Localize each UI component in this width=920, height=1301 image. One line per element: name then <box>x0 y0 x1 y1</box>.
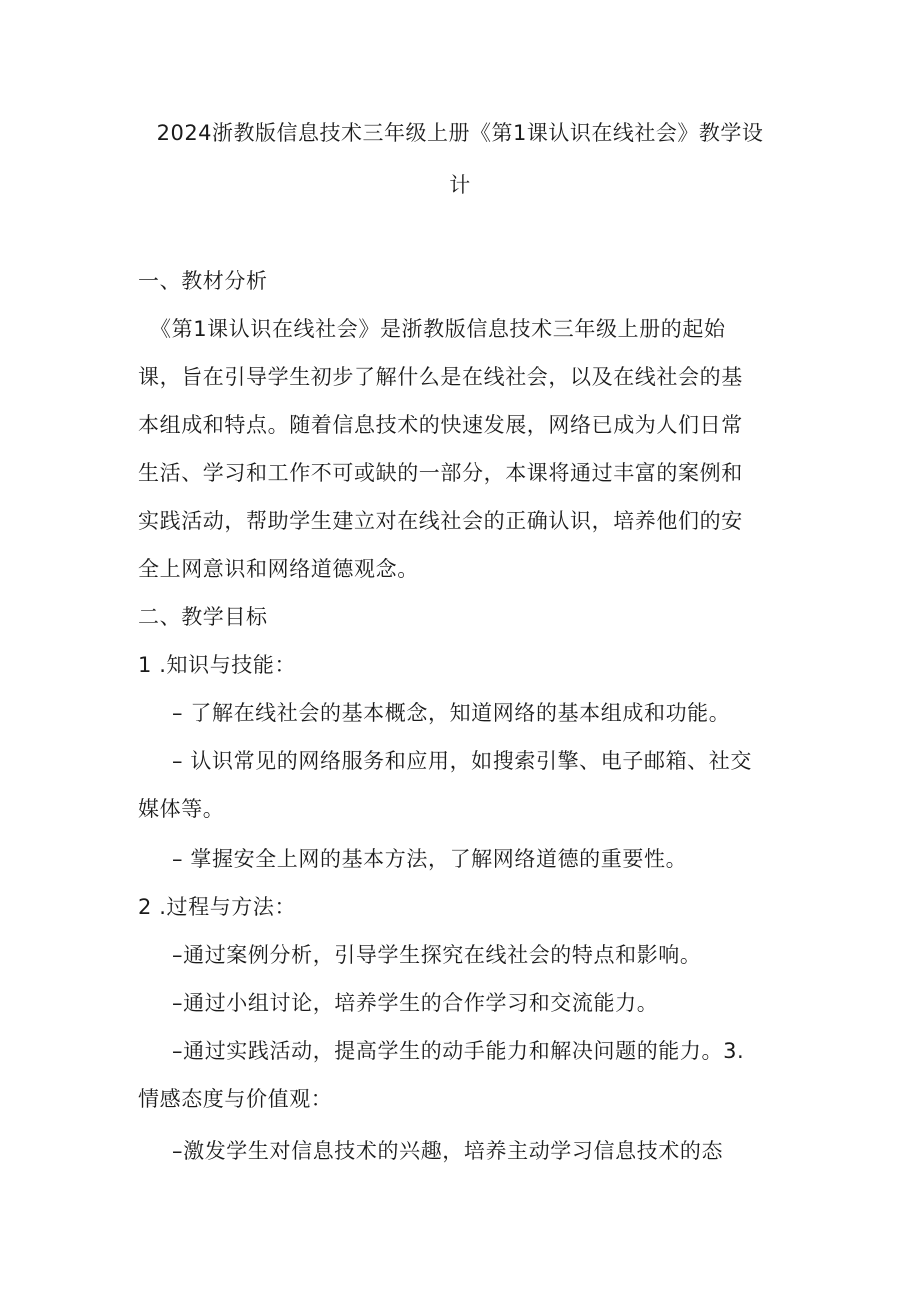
paragraph-line: 《第1课认识在线社会》是浙教版信息技术三年级上册的起始 <box>150 317 726 341</box>
section-heading-teaching-goals: 二、教学目标 <box>138 605 268 629</box>
subheading-knowledge-skills: 1 .知识与技能： <box>138 653 297 677</box>
document-title-line1: 2024浙教版信息技术三年级上册《第1课认识在线社会》教学设 <box>156 121 764 145</box>
paragraph-line: 课，旨在引导学生初步了解什么是在线社会，以及在线社会的基 <box>138 365 743 389</box>
goal-item: –通过小组讨论，培养学生的合作学习和交流能力。 <box>172 991 659 1015</box>
subheading-attitude-values: 情感态度与价值观： <box>138 1087 333 1111</box>
goal-item: – 掌握安全上网的基本方法，了解网络道德的重要性。 <box>172 847 688 871</box>
paragraph-line: 实践活动，帮助学生建立对在线社会的正确认识，培养他们的安 <box>138 509 743 533</box>
goal-item: –通过案例分析，引导学生探究在线社会的特点和影响。 <box>172 943 702 967</box>
goal-item: –通过实践活动，提高学生的动手能力和解决问题的能力。3. <box>172 1039 745 1063</box>
section-heading-materials-analysis: 一、教材分析 <box>138 269 268 293</box>
paragraph-line: 全上网意识和网络道德观念。 <box>138 557 419 581</box>
subheading-process-methods: 2 .过程与方法： <box>138 895 297 919</box>
goal-item-continuation: 媒体等。 <box>138 797 225 821</box>
paragraph-line: 生活、学习和工作不可或缺的一部分，本课将通过丰富的案例和 <box>138 461 743 485</box>
document-title-line2: 计 <box>449 173 471 197</box>
goal-item: – 了解在线社会的基本概念，知道网络的基本组成和功能。 <box>172 701 731 725</box>
paragraph-line: 本组成和特点。随着信息技术的快速发展，网络已成为人们日常 <box>138 413 743 437</box>
goal-item: – 认识常见的网络服务和应用，如搜索引擎、电子邮箱、社交 <box>172 749 752 773</box>
goal-item: –激发学生对信息技术的兴趣，培养主动学习信息技术的态 <box>172 1139 724 1163</box>
